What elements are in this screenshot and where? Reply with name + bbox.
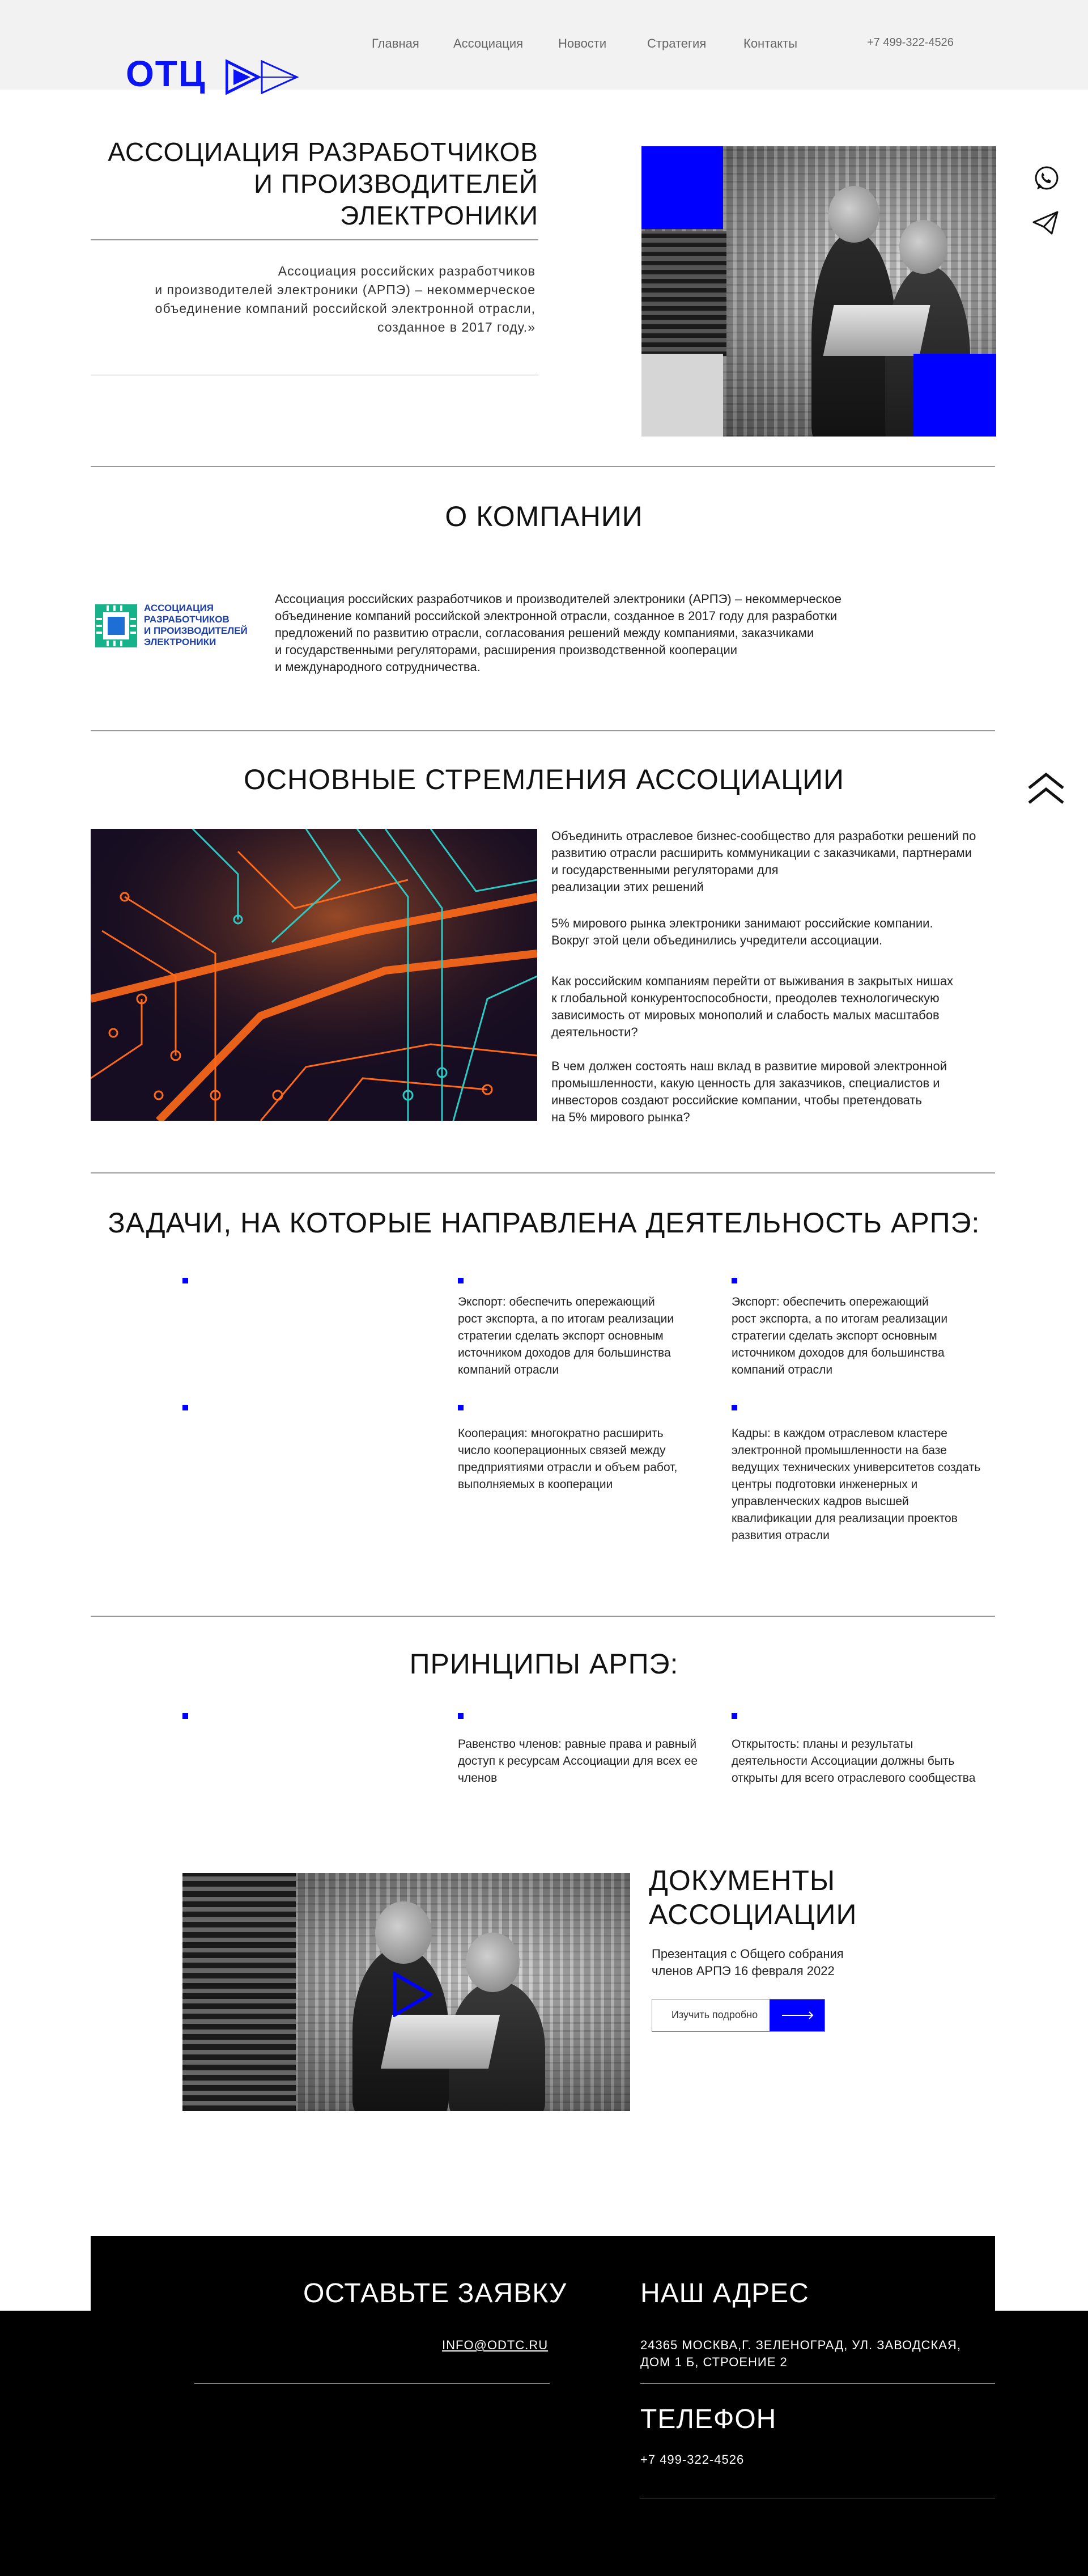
circuit-board-image: [91, 829, 537, 1121]
bullet: [182, 1405, 188, 1410]
aim-paragraph: В чем должен состоять наш вклад в развитие мировой электронной промышленности, какую ценность для заказчиков, специалистов и инвесторов создают российские компании, чтобы претендовать на 5% мирового рынка?: [551, 1059, 947, 1124]
arrow-right-icon: [770, 1999, 824, 2031]
task-item: Кадры: в каждом отраслевом кластере электронной промышленности на базе ведущих технических университетов создать центры подготовки инженерных и управленческих кадров высшей квалификации для реализации проектов развития отрасли: [732, 1427, 981, 1542]
about-title: О КОМПАНИИ: [445, 501, 643, 532]
bullet: [732, 1405, 737, 1410]
request-title: ОСТАВЬТЕ ЗАЯВКУ: [303, 2278, 567, 2308]
aim-paragraph: 5% мирового рынка электроники занимают российские компании. Вокруг этой цели объединились учредители ассоциации.: [551, 916, 933, 947]
task-item: Экспорт: обеспечить опережающий рост экспорта, а по итогам реализации стратегии сделать экспорт основным источником доходов для большинства компаний отрасли: [732, 1295, 948, 1376]
divider: [91, 1616, 995, 1617]
aim-paragraph: Объединить отраслевое бизнес-сообщество для разработки решений по развитию отрасли расширить коммуникации с заказчиками, партнерами и государственными регуляторами для реализации этих решений: [551, 829, 976, 894]
learn-more-label: Изучить подробно: [672, 2009, 758, 2020]
bullet: [182, 1713, 188, 1719]
site-logo[interactable]: ОТЦ: [126, 53, 206, 94]
divider: [91, 466, 995, 467]
tasks-title: ЗАДАЧИ, НА КОТОРЫЕ НАПРАВЛЕНА ДЕЯТЕЛЬНОСТЬ АРПЭ:: [108, 1207, 980, 1239]
whatsapp-icon[interactable]: [1032, 164, 1061, 193]
bullet: [458, 1713, 464, 1719]
bullet: [458, 1278, 464, 1283]
divider: [91, 730, 995, 731]
nav-news[interactable]: Новости: [558, 36, 607, 50]
nav-contacts[interactable]: Контакты: [743, 36, 798, 50]
bullet: [732, 1278, 737, 1283]
accent-square: [641, 354, 723, 437]
bullet: [458, 1405, 464, 1410]
task-item: Кооперация: многократно расширить число кооперационных связей между предприятиями отрасли и объем работ, выполняемых в кооперации: [458, 1427, 678, 1491]
principle-item: Равенство членов: равные права и равный доступ к ресурсам Ассоциации для всех ее членов: [458, 1738, 698, 1785]
divider: [640, 2383, 995, 2384]
accent-square: [641, 146, 723, 229]
divider: [91, 239, 538, 240]
nav-strategy[interactable]: Стратегия: [647, 36, 707, 50]
logo-arrow-icon: [226, 59, 299, 95]
accent-square: [913, 354, 996, 437]
association-logo-icon: [94, 603, 138, 649]
telegram-icon[interactable]: [1031, 209, 1060, 237]
about-text: Ассоциация российских разработчиков и производителей электроники (АРПЭ) – некоммерческое объединение компаний российской электронной отрасли, созданное в 2017 году для разработки предложений по развитию отрасли, согласования решений между компаниями, заказчиками и государственными регуляторами, расширения производственной кооперации и международного сотрудничества.: [275, 592, 842, 674]
association-logo-text: АССОЦИАЦИЯ РАЗРАБОТЧИКОВ И ПРОИЗВОДИТЕЛЕЙ ЭЛЕКТРОНИКИ: [144, 603, 248, 647]
email-link[interactable]: INFO@ODTC.RU: [442, 2338, 549, 2352]
documents-subtitle: Презентация с Общего собрания членов АРПЭ 16 февраля 2022: [652, 1947, 844, 1978]
principle-item: Открытость: планы и результаты деятельности Ассоциации должны быть открыты для всего отраслевого сообщества: [732, 1738, 976, 1785]
nav-home[interactable]: Главная: [372, 36, 419, 50]
divider: [194, 2383, 550, 2384]
task-item: Экспорт: обеспечить опережающий рост экспорта, а по итогам реализации стратегии сделать экспорт основным источником доходов для большинства компаний отрасли: [458, 1295, 674, 1376]
documents-title: ДОКУМЕНТЫ АССОЦИАЦИИ: [649, 1865, 857, 1930]
hero-description: Ассоциация российских разработчиков и производителей электроники (АРПЭ) – некоммерческое объединение компаний российской электронной отрасли, созданное в 2017 году.»: [155, 264, 536, 334]
hero-title: АССОЦИАЦИЯ РАЗРАБОТЧИКОВ И ПРОИЗВОДИТЕЛЕЙ ЭЛЕКТРОНИКИ: [108, 137, 538, 230]
nav-association[interactable]: Ассоциация: [453, 36, 524, 50]
learn-more-button[interactable]: [652, 1999, 825, 2032]
footer-phone[interactable]: +7 499-322-4526: [640, 2452, 745, 2467]
bullet: [182, 1278, 188, 1283]
phone-title: ТЕЛЕФОН: [640, 2404, 777, 2434]
address-title: НАШ АДРЕС: [640, 2278, 809, 2308]
aims-title: ОСНОВНЫЕ СТРЕМЛЕНИЯ АССОЦИАЦИИ: [244, 764, 844, 795]
principles-title: ПРИНЦИПЫ АРПЭ:: [409, 1648, 679, 1680]
aim-paragraph: Как российским компаниям перейти от выживания в закрытых нишах к глобальной конкурентоспособности, преодолев технологическую зависимость от мировых монополий и слабость малых масштабов деятельности?: [551, 974, 954, 1039]
play-icon[interactable]: [393, 1972, 432, 2017]
header-phone[interactable]: +7 499-322-4526: [867, 36, 954, 49]
bullet: [732, 1713, 737, 1719]
divider: [91, 1172, 995, 1173]
address-text: 24365 МОСКВА,Г. ЗЕЛЕНОГРАД, УЛ. ЗАВОДСКАЯ, ДОМ 1 Б, СТРОЕНИЕ 2: [640, 2338, 962, 2369]
